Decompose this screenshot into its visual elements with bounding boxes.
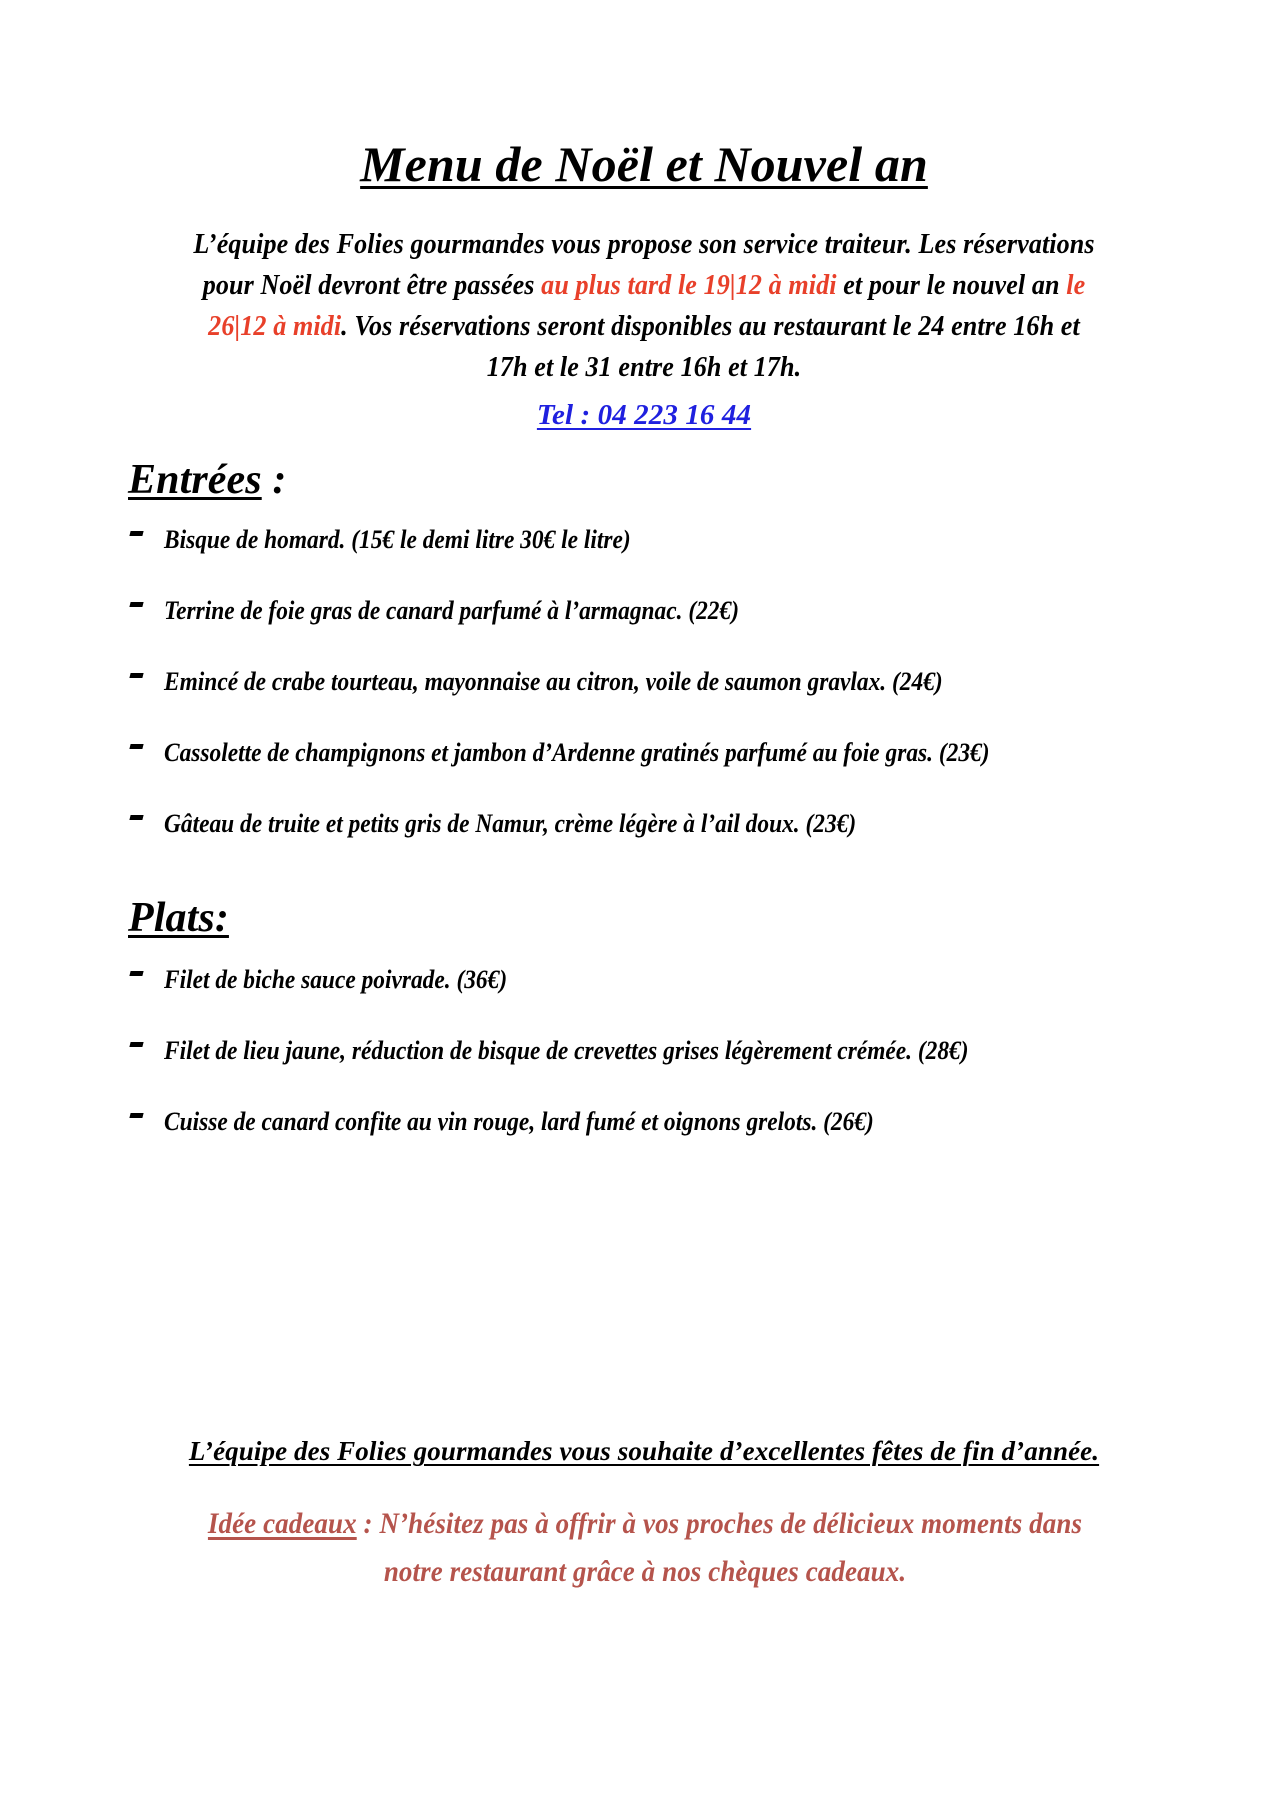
dash-bullet-icon (129, 971, 143, 976)
section-heading-entrees-word: Entrées (128, 457, 262, 503)
menu-item (130, 960, 1160, 1000)
menu-item-text: Cuisse de canard confite au vin rouge, lard fumé et oignons grelots. (26€) (164, 1107, 874, 1136)
phone-line (0, 396, 1288, 434)
intro-text-part-2: et pour le nouvel an (836, 269, 1067, 301)
newyear-deadline: le 26|12 à midi (208, 269, 1086, 342)
menu-item (130, 1031, 1160, 1071)
menu-item-text: Terrine de foie gras de canard parfumé à l’armagnac. (22€) (164, 596, 740, 625)
plats-list (130, 960, 1160, 1173)
gift-idea-label: Idée cadeaux (207, 1507, 357, 1540)
menu-item-text: Filet de biche sauce poivrade. (36€) (164, 965, 508, 994)
menu-item-text: Cassolette de champignons et jambon d’Ardenne gratinés parfumé au foie gras. (23€) (164, 738, 990, 767)
christmas-deadline: au plus tard le 19|12 à midi (541, 269, 837, 301)
closing-wishes-text: L’équipe des Folies gourmandes vous souhaite d’excellentes fêtes de fin d’année. (188, 1436, 1100, 1466)
menu-item (130, 662, 1160, 702)
menu-item (130, 733, 1160, 773)
section-heading-plats-word: Plats: (128, 895, 229, 941)
menu-item (130, 520, 1160, 560)
menu-item (130, 1102, 1160, 1142)
gift-idea-body: : N’hésitez pas à offrir à vos proches de délicieux moments dans notre restaurant grâce à nos chèques cadeaux. (356, 1507, 1083, 1588)
dash-bullet-icon (129, 1042, 143, 1047)
menu-item-text: Filet de lieu jaune, réduction de bisque de crevettes grises légèrement crémée. (28€) (164, 1036, 969, 1065)
intro-text-part-3: . Vos réservations seront disponibles au restaurant le 24 entre 16h et 17h et le 31 entre 16h et 17h. (341, 310, 1080, 383)
menu-item (130, 591, 1160, 631)
dash-bullet-icon (129, 1113, 143, 1118)
section-heading-entrees-suffix: : (261, 457, 287, 503)
dash-bullet-icon (129, 602, 143, 607)
menu-item-text: Gâteau de truite et petits gris de Namur, crème légère à l’ail doux. (23€) (164, 809, 857, 838)
menu-item (130, 804, 1160, 844)
dash-bullet-icon (129, 815, 143, 820)
menu-item-text: Bisque de homard. (15€ le demi litre 30€ le litre) (164, 525, 631, 554)
dash-bullet-icon (129, 531, 143, 536)
section-heading-entrees (128, 455, 286, 505)
intro-text-part-1: L’équipe des Folies gourmandes vous propose son service traiteur. Les réservations pour Noël devront être passées (193, 228, 1095, 301)
page-title (0, 134, 1288, 194)
dash-bullet-icon (129, 744, 143, 749)
phone-number[interactable]: Tel : 04 223 16 44 (536, 399, 752, 431)
menu-item-text: Emincé de crabe tourteau, mayonnaise au citron, voile de saumon gravlax. (24€) (164, 667, 943, 696)
intro-paragraph (190, 224, 1099, 388)
gift-idea-paragraph (200, 1500, 1091, 1596)
entrees-list (130, 520, 1160, 875)
page-title-text: Menu de Noël et Nouvel an (360, 136, 928, 192)
dash-bullet-icon (129, 673, 143, 678)
section-heading-plats (128, 893, 229, 943)
closing-wishes (0, 1432, 1288, 1470)
